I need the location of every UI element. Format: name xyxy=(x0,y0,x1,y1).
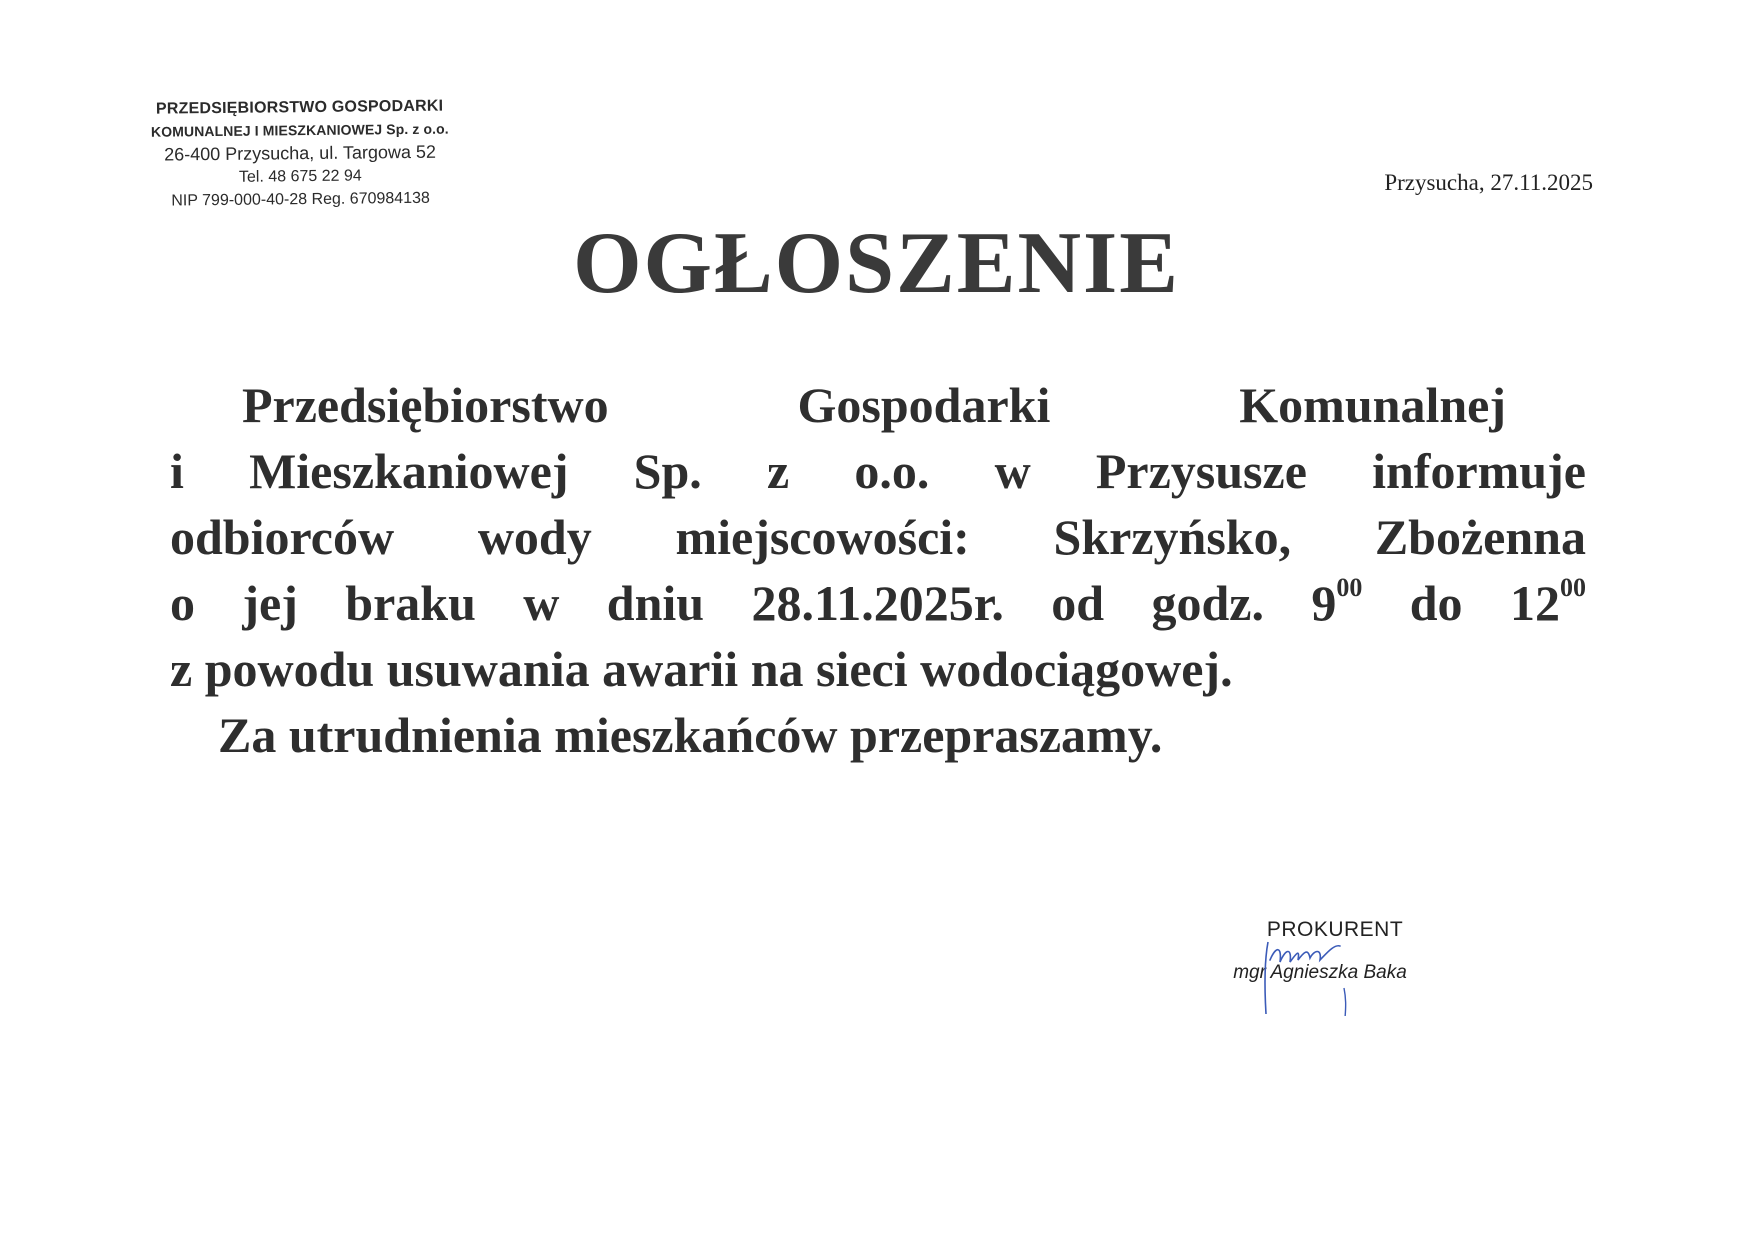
body-word: w xyxy=(994,443,1031,499)
body-word: z xyxy=(766,443,790,499)
signature-block xyxy=(1200,918,1440,984)
stamp-line-phone: Tel. 48 675 22 94 xyxy=(238,167,362,186)
body-word: do xyxy=(1409,575,1463,631)
notice-heading: OGŁOSZENIE xyxy=(573,215,1180,312)
body-word: Przedsiębiorstwo xyxy=(242,377,609,433)
outage-date: 28.11.2025r. xyxy=(751,575,1004,631)
body-word: Komunalnej xyxy=(1239,377,1506,433)
stamp-line-company-1: PRZEDSIĘBIORSTWO GOSPODARKI xyxy=(155,97,444,118)
document-date: Przysucha, 27.11.2025 xyxy=(1384,170,1593,195)
time-to xyxy=(1510,570,1586,636)
body-line-5 xyxy=(170,636,1586,702)
body-word: Mieszkaniowej xyxy=(249,443,569,499)
stamp-line-address: 26-400 Przysucha, ul. Targowa 52 xyxy=(164,141,437,165)
body-word: w xyxy=(523,575,560,631)
stamp-line-company-2: KOMUNALNEJ I MIESZKANIOWEJ Sp. z o.o. xyxy=(150,120,449,140)
company-stamp xyxy=(122,94,478,213)
body-word: informuje xyxy=(1372,443,1586,499)
time-to-minutes: 00 xyxy=(1559,573,1586,602)
body-word: Przysusze xyxy=(1095,443,1307,499)
signatory-title: PROKURENT xyxy=(1266,918,1404,941)
time-from xyxy=(1311,570,1362,636)
body-word: Gospodarki xyxy=(797,377,1051,433)
time-from-minutes: 00 xyxy=(1336,573,1363,602)
body-word: Skrzyńsko, xyxy=(1053,509,1292,565)
body-line-3 xyxy=(170,504,1586,570)
handwritten-signature-icon xyxy=(1256,936,1366,1016)
body-word: godz. xyxy=(1151,575,1264,631)
body-word: Sp. xyxy=(633,443,702,499)
body-word: dniu xyxy=(606,575,705,631)
body-word: miejscowości: xyxy=(675,509,970,565)
apology-sentence: Za utrudnienia mieszkańców przepraszamy. xyxy=(218,707,1163,763)
body-word: wody xyxy=(477,509,592,565)
body-word: od xyxy=(1051,575,1105,631)
body-sentence: z powodu usuwania awarii na sieci wodociągowej. xyxy=(170,641,1233,697)
body-word: o.o. xyxy=(854,443,930,499)
time-to-hour: 12 xyxy=(1509,575,1560,631)
body-line-4 xyxy=(170,570,1586,636)
body-line-6 xyxy=(170,702,1586,768)
body-word: odbiorców xyxy=(170,509,395,565)
notice-body xyxy=(170,372,1586,768)
body-word: Zbożenna xyxy=(1374,509,1586,565)
body-word: jej xyxy=(242,575,298,631)
body-word: o xyxy=(170,575,195,631)
stamp-line-nip-reg: NIP 799-000-40-28 Reg. 670984138 xyxy=(171,189,430,210)
body-line-1 xyxy=(170,372,1586,438)
signatory-name: mgr Agnieszka Baka xyxy=(1233,962,1407,983)
body-word: i xyxy=(170,443,184,499)
time-from-hour: 9 xyxy=(1311,575,1337,631)
body-line-2 xyxy=(170,438,1586,504)
body-word: braku xyxy=(345,575,476,631)
